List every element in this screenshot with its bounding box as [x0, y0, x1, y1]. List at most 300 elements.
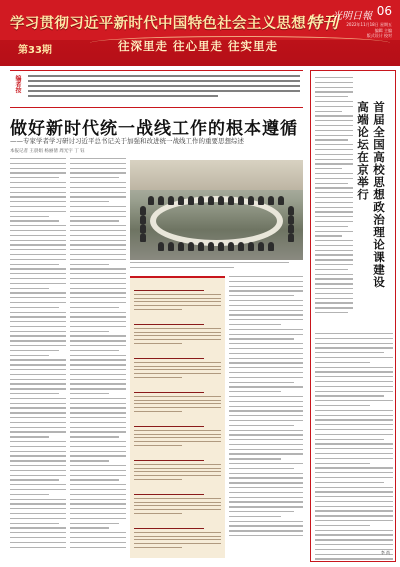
- text-line: [10, 407, 66, 408]
- text-line: [10, 268, 66, 269]
- text-line: [10, 499, 66, 500]
- photo-person: [158, 242, 164, 251]
- banner-meta-line: 2022年11月18日 星期五: [346, 22, 392, 27]
- banner-slogan: 往深里走 往心里走 往实里走: [118, 39, 279, 53]
- text-line: [315, 231, 353, 232]
- text-line: [315, 288, 353, 289]
- text-line: [10, 465, 66, 466]
- photo-person: [168, 196, 174, 205]
- article-byline: 本报记者 王晨娟 杨丽倩 周光宇 丁 钰: [10, 149, 85, 154]
- text-line: [70, 547, 126, 548]
- photo-person: [188, 196, 194, 205]
- text-line: [70, 288, 126, 289]
- text-line: [315, 376, 393, 377]
- text-line: [70, 225, 126, 226]
- highlight-item: [134, 426, 221, 449]
- photo-person: [288, 206, 294, 215]
- photo-person: [218, 242, 224, 251]
- text-line: [70, 312, 126, 313]
- text-line: [70, 211, 126, 212]
- text-line: [229, 319, 303, 320]
- photo-person: [140, 224, 146, 233]
- text-line: [315, 482, 384, 483]
- text-line: [315, 357, 393, 358]
- text-line: [315, 130, 353, 131]
- text-line: [70, 364, 126, 365]
- text-line: [10, 441, 66, 442]
- text-line: [315, 216, 353, 217]
- text-line: [229, 415, 303, 416]
- text-line: [315, 269, 348, 270]
- text-line: [315, 467, 393, 468]
- banner-meta-line: 编辑 主编: [374, 27, 392, 33]
- text-line: [10, 345, 66, 346]
- sidebar-body-text: [315, 333, 393, 562]
- text-line: [315, 278, 353, 279]
- text-line: [229, 314, 303, 315]
- text-line: [315, 120, 353, 121]
- text-line: [229, 521, 303, 522]
- text-line: [70, 201, 109, 202]
- text-line: [70, 292, 126, 293]
- photo-person: [268, 196, 274, 205]
- text-line: [70, 359, 126, 360]
- text-line: [315, 415, 393, 416]
- text-line: [315, 159, 353, 160]
- text-line: [70, 244, 126, 245]
- text-line: [229, 492, 303, 493]
- text-line: [229, 434, 303, 435]
- text-line: [10, 172, 66, 173]
- text-line: [70, 240, 126, 241]
- text-line: [70, 316, 126, 317]
- text-line: [229, 348, 303, 349]
- text-line: [229, 372, 303, 373]
- text-line: [10, 220, 59, 221]
- photo-person: [238, 242, 244, 251]
- text-line: [315, 96, 348, 97]
- text-line: [229, 386, 303, 387]
- text-line: [315, 424, 393, 425]
- text-line: [70, 273, 126, 274]
- text-line: [229, 463, 303, 464]
- text-line: [70, 441, 126, 442]
- text-line: [10, 307, 59, 308]
- text-line: [315, 235, 342, 236]
- text-line: [70, 355, 126, 356]
- text-line: [70, 335, 126, 336]
- text-line: [10, 542, 66, 543]
- text-line: [315, 144, 353, 145]
- text-line: [315, 463, 370, 464]
- text-line: [10, 479, 59, 480]
- text-line: [10, 532, 66, 533]
- text-line: [229, 290, 303, 291]
- text-line: [315, 293, 353, 294]
- text-line: [315, 491, 393, 492]
- newspaper-logo: 光明日報: [332, 11, 372, 22]
- text-line: [315, 429, 393, 430]
- photo-person: [228, 242, 234, 251]
- text-line: [229, 377, 303, 378]
- text-line: [10, 494, 49, 495]
- text-line: [70, 403, 126, 404]
- text-line: [229, 329, 303, 330]
- text-line: [10, 398, 66, 399]
- text-line: [70, 460, 109, 461]
- text-line: [70, 302, 126, 303]
- text-line: [70, 192, 126, 193]
- text-line: [10, 379, 66, 380]
- text-line: [229, 535, 303, 536]
- editor-note: [10, 70, 303, 108]
- text-line: [10, 436, 49, 437]
- text-line: [70, 542, 126, 543]
- text-line: [10, 182, 66, 183]
- text-line: [10, 177, 59, 178]
- photo-person: [218, 196, 224, 205]
- body-column-2: [70, 158, 126, 558]
- text-line: [10, 168, 66, 169]
- text-line: [70, 168, 126, 169]
- text-line: [70, 369, 126, 370]
- photo-person: [228, 196, 234, 205]
- text-line: [229, 458, 281, 459]
- text-line: [315, 381, 393, 382]
- text-line: [10, 331, 66, 332]
- text-line: [10, 446, 66, 447]
- text-line: [70, 393, 109, 394]
- text-line: [10, 297, 66, 298]
- text-line: [315, 534, 393, 535]
- text-line: [70, 422, 126, 423]
- text-line: [315, 106, 353, 107]
- text-line: [315, 168, 342, 169]
- text-line: [70, 527, 109, 528]
- text-line: [315, 207, 353, 208]
- photo-person: [188, 242, 194, 251]
- text-line: [229, 281, 303, 282]
- photo-person: [288, 224, 294, 233]
- text-line: [70, 494, 126, 495]
- text-line: [70, 163, 126, 164]
- text-line: [70, 523, 119, 524]
- text-line: [315, 254, 353, 255]
- text-line: [10, 312, 66, 313]
- text-line: [229, 310, 303, 311]
- text-line: [10, 259, 66, 260]
- text-line: [10, 201, 66, 202]
- body-column-3: [229, 276, 303, 544]
- text-line: [229, 468, 294, 469]
- text-line: [70, 158, 126, 159]
- text-line: [70, 259, 126, 260]
- text-line: [70, 388, 126, 389]
- special-issue-title: [10, 10, 339, 33]
- sidebar-article: [310, 70, 396, 562]
- photo-person: [248, 242, 254, 251]
- editor-note-tag: 编者按: [14, 75, 21, 93]
- text-line: [70, 484, 126, 485]
- text-line: [315, 264, 353, 265]
- text-line: [315, 149, 353, 150]
- text-line: [70, 431, 126, 432]
- text-line: [10, 316, 66, 317]
- photo-person: [178, 242, 184, 251]
- text-line: [10, 518, 66, 519]
- photo-person: [238, 196, 244, 205]
- text-line: [315, 111, 342, 112]
- highlight-item: [134, 460, 221, 483]
- text-line: [315, 139, 348, 140]
- text-line: [70, 508, 126, 509]
- highlight-item: [134, 290, 221, 313]
- text-line: [229, 506, 303, 507]
- text-line: [315, 434, 393, 435]
- text-line: [70, 374, 126, 375]
- text-line: [315, 250, 353, 251]
- text-line: [229, 501, 303, 502]
- article-title: 做好新时代统一战线工作的根本遵循: [10, 119, 298, 139]
- text-line: [10, 393, 59, 394]
- text-line: [315, 302, 353, 303]
- photo-person: [258, 242, 264, 251]
- text-line: [10, 513, 66, 514]
- text-line: [10, 412, 66, 413]
- text-line: [315, 439, 384, 440]
- text-line: [70, 475, 126, 476]
- text-line: [315, 525, 370, 526]
- text-line: [70, 532, 126, 533]
- text-line: [229, 406, 303, 407]
- text-line: [10, 230, 66, 231]
- article-subtitle: ——专家学者学习研讨习近平总书记关于加强和改进统一战线工作的重要思想综述: [10, 137, 244, 145]
- text-line: [315, 192, 353, 193]
- text-line: [229, 343, 303, 344]
- text-line: [10, 451, 66, 452]
- text-line: [315, 187, 353, 188]
- text-line: [70, 340, 126, 341]
- text-line: [10, 206, 66, 207]
- text-line: [10, 326, 66, 327]
- photo-person: [248, 196, 254, 205]
- text-line: [10, 187, 66, 188]
- text-line: [229, 334, 303, 335]
- text-line: [229, 530, 303, 531]
- text-line: [229, 358, 303, 359]
- text-line: [229, 410, 303, 411]
- highlight-item: [134, 528, 221, 551]
- photo-person: [268, 242, 274, 251]
- text-line: [229, 425, 294, 426]
- highlight-item: [134, 392, 221, 415]
- text-line: [70, 513, 126, 514]
- text-line: [315, 496, 393, 497]
- text-line: [70, 331, 109, 332]
- text-line: [70, 220, 119, 221]
- text-line: [70, 177, 119, 178]
- text-line: [10, 225, 66, 226]
- text-line: [315, 82, 353, 83]
- text-line: [70, 187, 126, 188]
- text-line: [70, 451, 126, 452]
- text-line: [10, 235, 66, 236]
- text-line: [70, 417, 126, 418]
- text-line: [10, 374, 66, 375]
- text-line: [10, 273, 66, 274]
- text-line: [229, 449, 303, 450]
- text-line: [315, 221, 353, 222]
- photo-person: [258, 196, 264, 205]
- text-line: [70, 446, 126, 447]
- banner-meta-line: 版式设计 校对: [366, 33, 392, 38]
- text-line: [315, 135, 353, 136]
- text-line: [10, 523, 59, 524]
- text-line: [315, 400, 393, 401]
- text-line: [70, 503, 126, 504]
- text-line: [70, 465, 126, 466]
- special-issue-title-tail: 特刊: [306, 13, 339, 32]
- text-line: [315, 343, 393, 344]
- text-line: [229, 430, 303, 431]
- text-line: [229, 525, 303, 526]
- text-line: [70, 283, 126, 284]
- text-line: [70, 398, 126, 399]
- text-line: [229, 286, 303, 287]
- text-line: [315, 544, 393, 545]
- text-line: [315, 510, 393, 511]
- text-line: [10, 470, 66, 471]
- text-line: [229, 300, 303, 301]
- text-line: [10, 340, 66, 341]
- text-line: [315, 367, 393, 368]
- issue-number: 第33期: [18, 45, 52, 56]
- text-line: [315, 362, 370, 363]
- photo-person: [278, 196, 284, 205]
- text-line: [315, 183, 348, 184]
- text-line: [10, 484, 66, 485]
- text-line: [315, 173, 353, 174]
- text-line: [10, 537, 66, 538]
- text-line: [315, 154, 353, 155]
- text-line: [10, 163, 66, 164]
- sidebar-lead-text: [315, 77, 353, 317]
- text-line: [229, 497, 303, 498]
- text-line: [315, 391, 393, 392]
- text-line: [315, 125, 353, 126]
- text-line: [315, 338, 393, 339]
- text-line: [315, 163, 353, 164]
- photo-person: [208, 242, 214, 251]
- text-line: [10, 427, 66, 428]
- text-line: [315, 405, 370, 406]
- text-line: [10, 302, 66, 303]
- text-line: [315, 453, 393, 454]
- text-line: [10, 547, 66, 548]
- text-line: [315, 443, 393, 444]
- text-line: [315, 347, 393, 348]
- text-line: [229, 382, 294, 383]
- text-line: [315, 77, 353, 78]
- text-line: [315, 395, 384, 396]
- text-line: [229, 338, 294, 339]
- text-line: [10, 460, 66, 461]
- photo-person: [168, 242, 174, 251]
- page-number: 06: [376, 4, 392, 18]
- text-line: [10, 288, 49, 289]
- text-line: [315, 448, 393, 449]
- text-line: [315, 211, 353, 212]
- text-line: [315, 240, 353, 241]
- text-line: [10, 335, 66, 336]
- text-line: [315, 178, 353, 179]
- text-line: [229, 305, 303, 306]
- text-line: [315, 487, 393, 488]
- text-line: [315, 419, 393, 420]
- text-line: [70, 264, 109, 265]
- text-line: [70, 427, 126, 428]
- text-line: [70, 499, 126, 500]
- text-line: [315, 226, 348, 227]
- text-line: [70, 196, 126, 197]
- text-line: [70, 350, 119, 351]
- text-line: [10, 355, 49, 356]
- text-line: [70, 379, 126, 380]
- sidebar-title-line-2: 高端论坛在京举行: [356, 101, 370, 201]
- text-line: [229, 444, 303, 445]
- text-line: [10, 196, 66, 197]
- text-line: [70, 436, 119, 437]
- text-line: [229, 362, 303, 363]
- text-line: [70, 182, 126, 183]
- text-line: [70, 216, 126, 217]
- text-line: [10, 475, 66, 476]
- text-line: [10, 244, 66, 245]
- photo-person: [208, 196, 214, 205]
- sidebar-author: 李 尚: [380, 550, 390, 555]
- text-line: [70, 345, 126, 346]
- text-line: [70, 383, 126, 384]
- text-line: [70, 268, 126, 269]
- text-line: [10, 417, 66, 418]
- photo-person: [198, 196, 204, 205]
- sidebar-title-line-1: 首届全国高校思想政治理论课建设: [372, 101, 386, 289]
- text-line: [10, 216, 49, 217]
- text-line: [70, 321, 126, 322]
- highlight-item: [134, 324, 221, 347]
- special-issue-title-text: 学习贯彻习近平新时代中国特色社会主义思想: [10, 16, 306, 32]
- photo-person: [140, 215, 146, 224]
- body-column-1: [10, 158, 66, 558]
- text-line: [10, 278, 66, 279]
- text-line: [70, 412, 126, 413]
- text-line: [315, 197, 353, 198]
- photo-person: [140, 206, 146, 215]
- text-line: [229, 401, 303, 402]
- text-line: [315, 515, 393, 516]
- text-line: [315, 530, 393, 531]
- photo-person: [140, 233, 146, 242]
- text-line: [70, 307, 119, 308]
- text-line: [229, 420, 303, 421]
- text-line: [315, 506, 393, 507]
- text-line: [70, 278, 126, 279]
- text-line: [315, 558, 393, 559]
- text-line: [315, 245, 353, 246]
- photo-person: [158, 196, 164, 205]
- text-line: [315, 477, 393, 478]
- text-line: [10, 211, 66, 212]
